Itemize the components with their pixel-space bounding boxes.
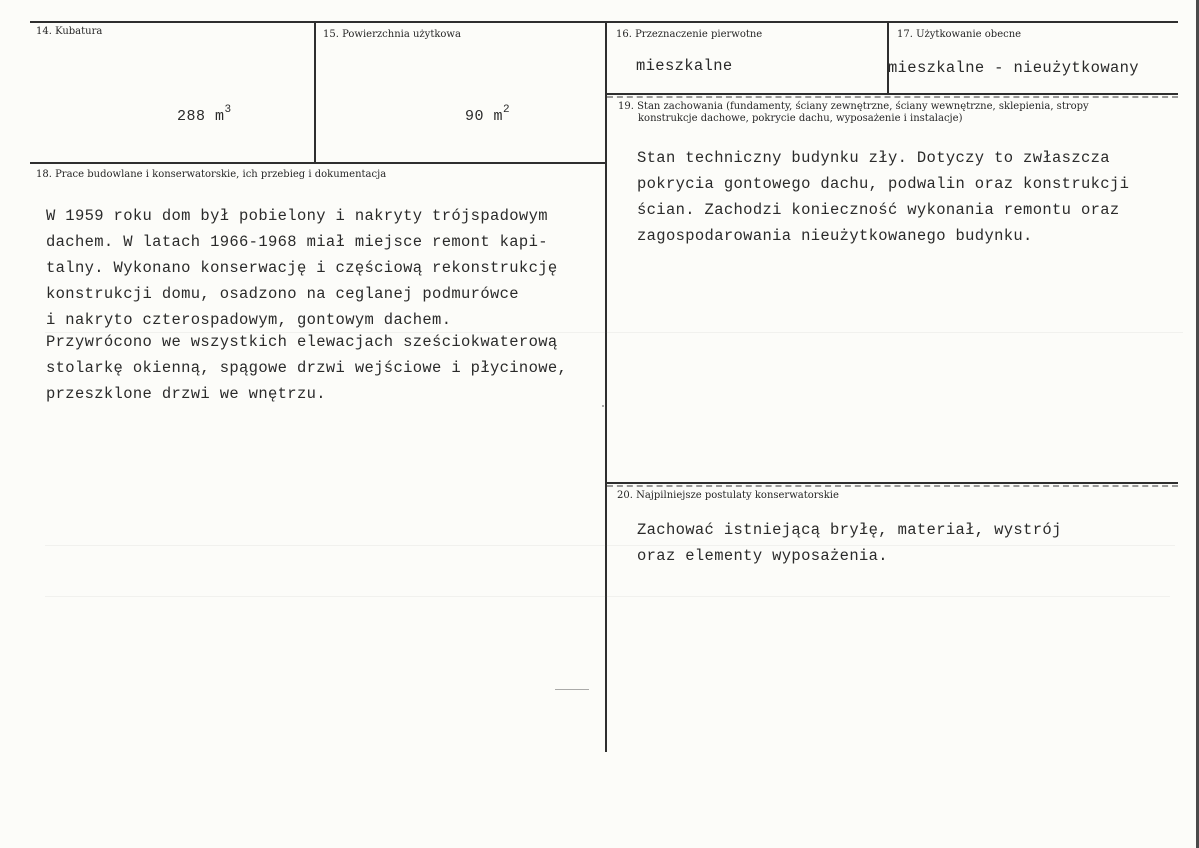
vertical-divider-14-15: [314, 21, 316, 162]
section-19-label-line2: konstrukcje dachowe, pokrycie dachu, wyposażenie i instalacje): [638, 113, 963, 124]
works-line: przeszklone drzwi we wnętrzu.: [46, 385, 326, 403]
vertical-divider-center: [605, 21, 607, 752]
stray-mark: [602, 405, 604, 407]
postulate-line: oraz elementy wyposażenia.: [637, 547, 888, 565]
works-line: W 1959 roku dom był pobielony i nakryty trójspadowym: [46, 207, 548, 225]
condition-line: zagospodarowania nieużytkowanego budynku.: [637, 227, 1033, 245]
section-15-label: 15. Powierzchnia użytkowa: [323, 29, 461, 40]
dashed-divider-top: [607, 96, 1178, 98]
works-line: talny. Wykonano konserwację i częściową rekonstrukcję: [46, 259, 558, 277]
cubature-exponent: 3: [224, 104, 232, 116]
usable-area-value: [465, 97, 510, 130]
condition-line: pokrycia gontowego dachu, podwalin oraz konstrukcji: [637, 175, 1130, 193]
condition-line: Stan techniczny budynku zły. Dotyczy to zwłaszcza: [637, 149, 1110, 167]
works-line: dachem. W latach 1966-1968 miał miejsce remont kapi-: [46, 233, 548, 251]
original-purpose-value: mieszkalne: [636, 57, 733, 75]
section-19-label-line1: 19. Stan zachowania (fundamenty, ściany zewnętrzne, ściany wewnętrzne, sklepienia, stropy: [618, 101, 1089, 112]
usable-area-number: 90 m: [465, 108, 504, 125]
usable-area-exponent: 2: [503, 104, 510, 116]
bleed-line: [45, 545, 1175, 546]
cubature-value: [177, 97, 231, 130]
works-line: i nakryto czterospadowym, gontowym dachem.: [46, 311, 452, 329]
current-use-value: mieszkalne - nieużytkowany: [888, 59, 1139, 77]
divider-15-17: [607, 93, 1178, 95]
section-16-label: 16. Przeznaczenie pierwotne: [616, 29, 763, 40]
section-14-label: 14. Kubatura: [36, 26, 103, 37]
works-line: stolarkę okienną, spągowe drzwi wejściowe i płycinowe,: [46, 359, 568, 377]
postulate-line: Zachować istniejącą bryłę, materiał, wystrój: [637, 521, 1062, 539]
section-18-label: 18. Prace budowlane i konserwatorskie, ich przebieg i dokumentacja: [36, 169, 387, 180]
top-border: [30, 21, 1178, 23]
bleed-line: [45, 596, 1170, 597]
stray-mark: [555, 689, 589, 690]
section-17-label: 17. Użytkowanie obecne: [897, 29, 1022, 40]
divider-18: [30, 162, 607, 164]
works-line: konstrukcji domu, osadzono na ceglanej podmurówce: [46, 285, 519, 303]
works-line: Przywrócono we wszystkich elewacjach sześciokwaterową: [46, 333, 558, 351]
divider-20: [607, 482, 1178, 484]
section-20-label: 20. Najpilniejsze postulaty konserwatorskie: [617, 490, 839, 501]
condition-line: ścian. Zachodzi konieczność wykonania remontu oraz: [637, 201, 1120, 219]
dashed-divider-20: [607, 485, 1178, 487]
cubature-number: 288 m: [177, 108, 225, 125]
